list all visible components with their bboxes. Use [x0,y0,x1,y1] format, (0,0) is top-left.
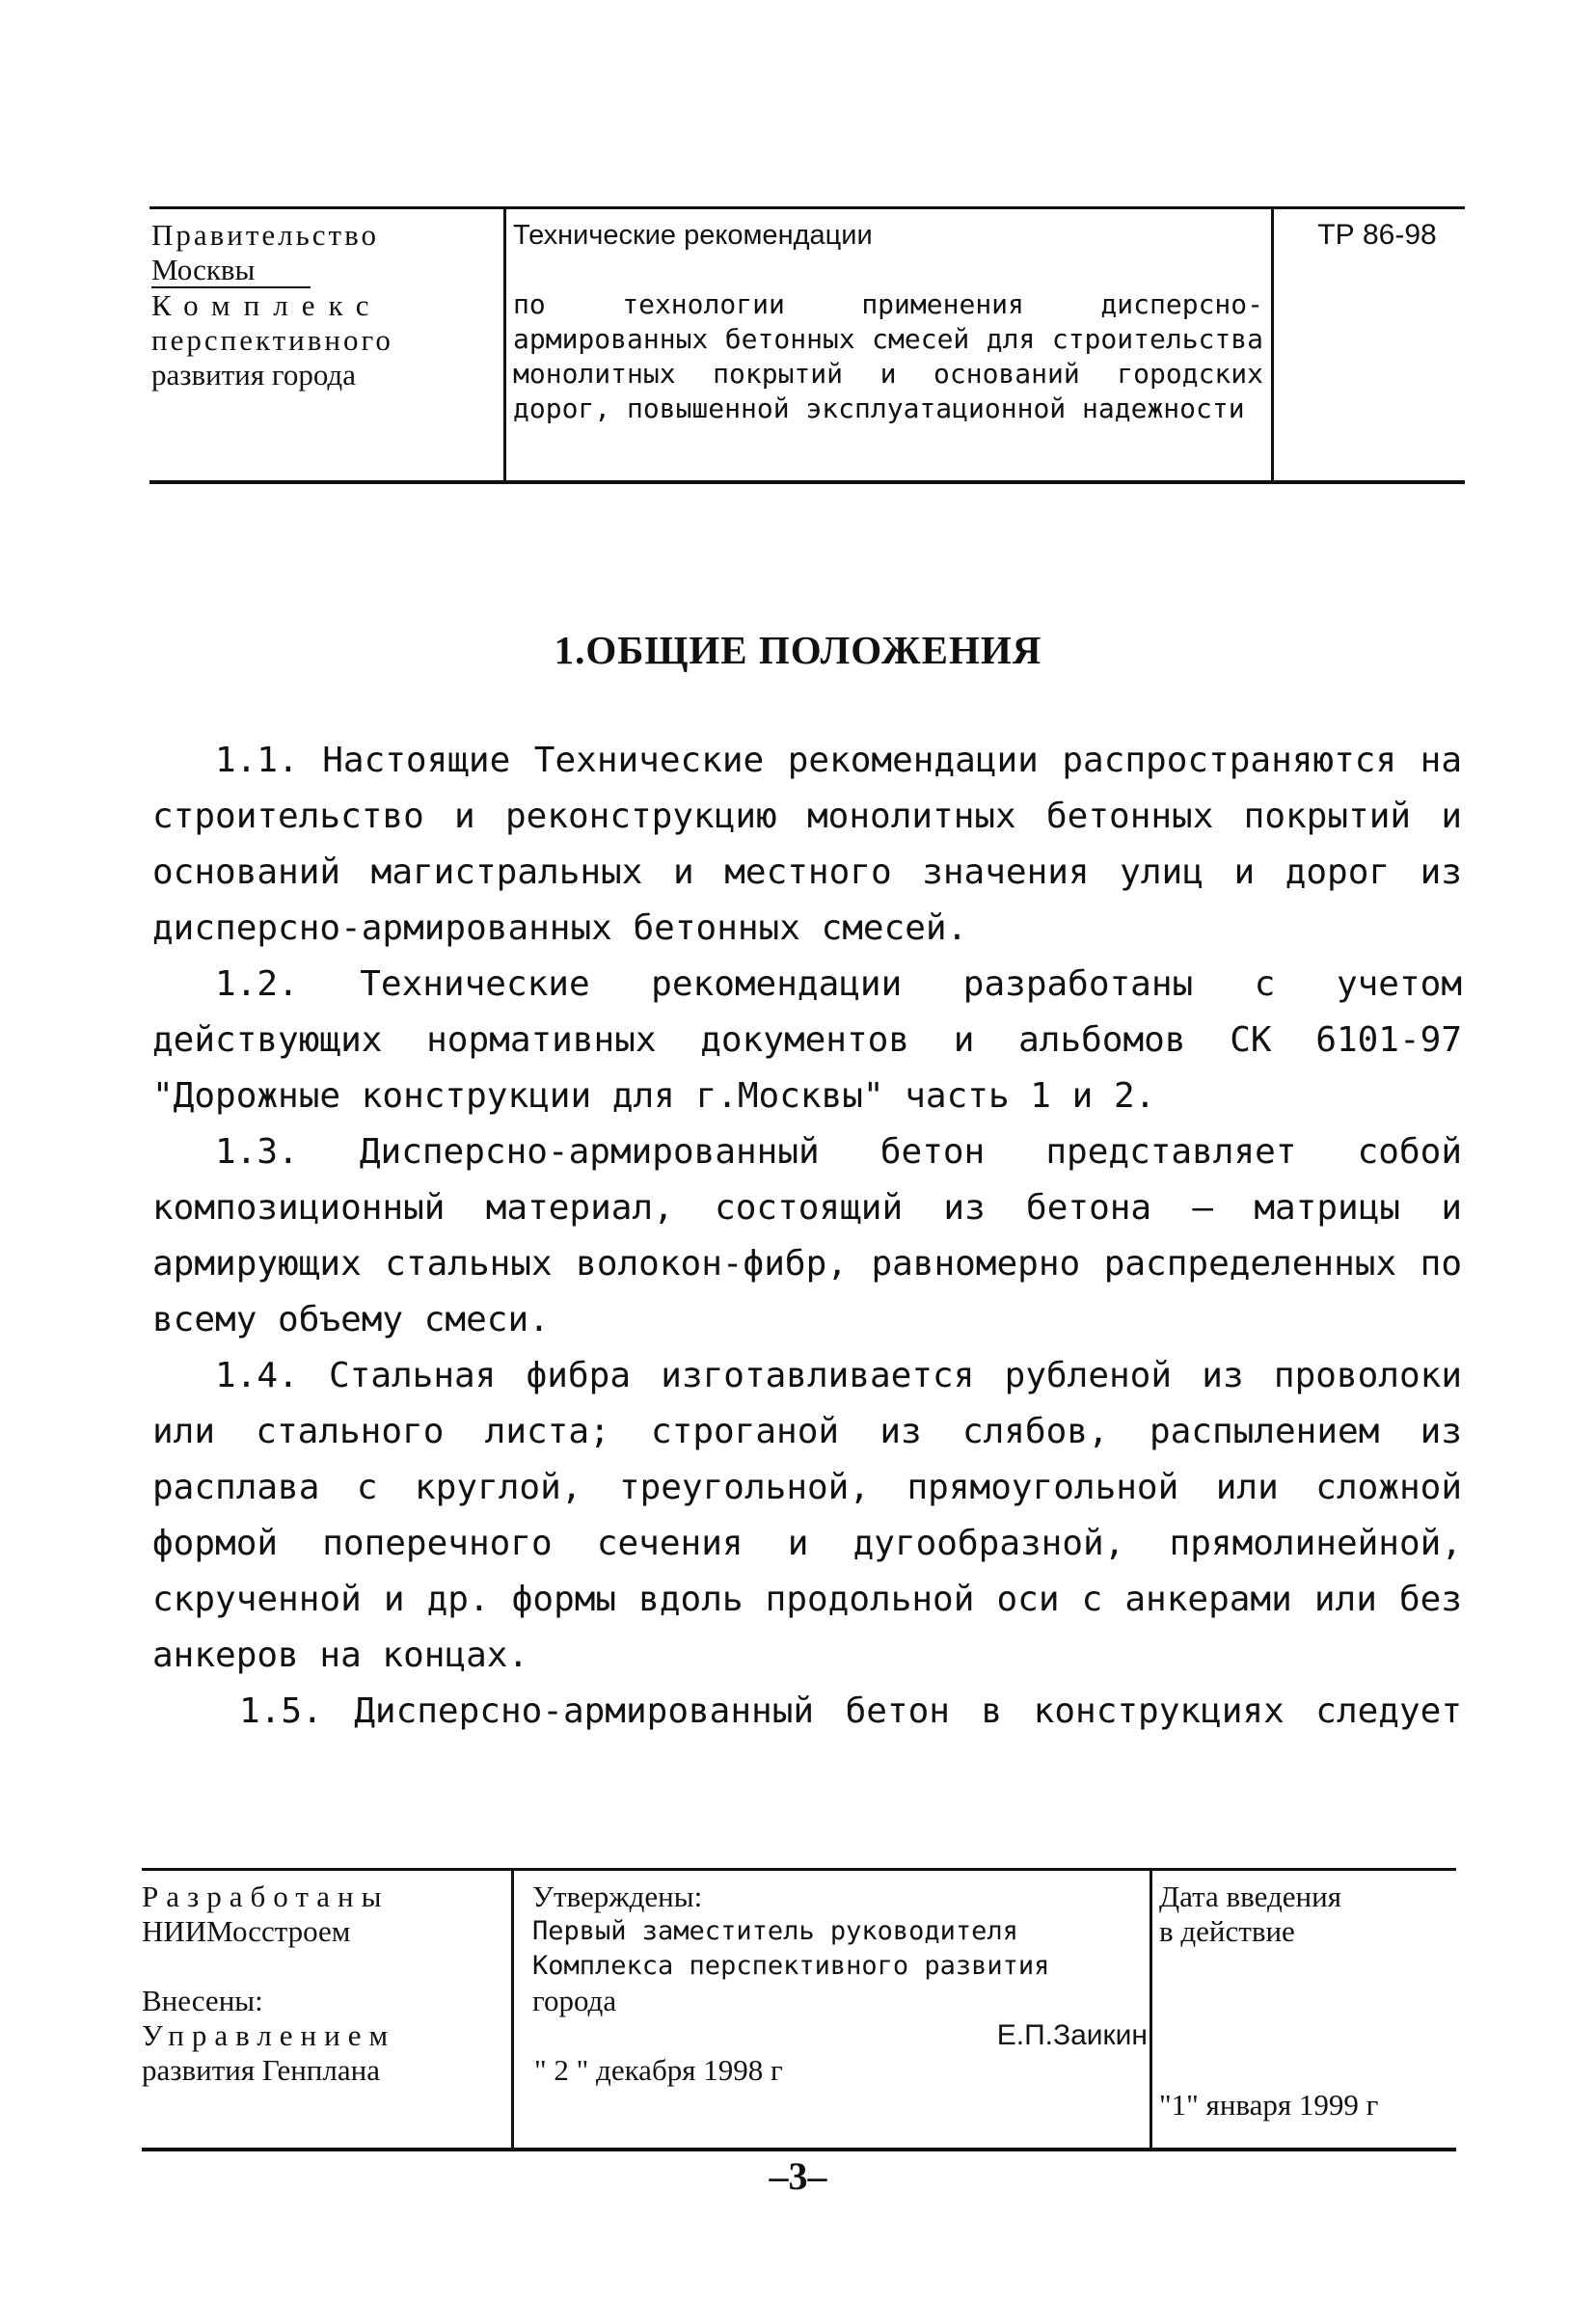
org-line-complex: Комплекс [151,288,383,322]
document-title-block [513,218,1263,426]
header-top-rule [149,206,1465,209]
header-divider-right [1271,209,1274,480]
issuing-organization [151,218,494,392]
header-bottom-rule [149,480,1465,484]
footer-top-rule [142,1868,1456,1871]
effective-label-line1: Дата введения [1159,1880,1341,1913]
org-line-government: Правительство [151,218,380,252]
org-line-perspective: перспективного [151,323,393,357]
paragraph-1-3: 1.3. Дисперсно-армированный бетон представляет собой композиционный материал, состоящий из бетона – матрицы и армирующих стальных волокон-фибр, равномерно распределенных по всему объему смеси. [152,1132,1462,1339]
org-line-city-development: развития города [151,358,356,392]
document-body [152,733,1462,1740]
section-title: 1.ОБЩИЕ ПОЛОЖЕНИЯ [554,628,1042,672]
approval-block [532,1880,1148,2088]
paragraph-1-5: 1.5. Дисперсно-армированный бетон в конструкциях следует [239,1691,1462,1731]
paragraph-1-2: 1.2. Технические рекомендации разработаны с учетом действующих нормативных документов и альбомов СК 6101-97 "Дорожные конструкции для г.Москвы" часть 1 и 2. [152,964,1462,1116]
paragraph-1-1: 1.1. Настоящие Технические рекомендации распространяются на строительство и реконструкцию монолитных бетонных покрытий и оснований магистральных и местного значения улиц и дорог из дисперсно-армированных бетонных смесей. [152,741,1462,948]
document-footer [142,1868,1456,2151]
footer-divider-right [1150,1871,1152,2148]
approver-line3: города [532,1984,617,2017]
paragraph-1-4: 1.4. Стальная фибра изготавливается рубленой из проволоки или стального листа; строганой из слябов, распылением из расплава с круглой, треугольной, прямоугольной или сложной формой поперечного сечения и дугообразной, прямолинейной, скрученной и др. формы вдоль продольной оси с анкерами или без анкеров на концах. [152,1356,1462,1675]
submitted-by-line1: Управлением [142,2018,396,2052]
developers-block [142,1880,503,2088]
document-subject: по технологии применения дисперсно-армированных бетонных смесей для строительства монолитных покрытий и оснований городских дорог, повышенной эксплуатационной надежности [513,288,1263,424]
page-number: –3– [769,2154,827,2198]
document-header [149,206,1465,484]
approver-line2: Комплекса перспективного развития [532,1951,1050,1981]
footer-bottom-rule [142,2148,1456,2151]
document-code: ТР 86-98 [1317,219,1437,251]
effective-label-line2: в действие [1159,1914,1295,1948]
developed-by: НИИМосстроем [142,1914,351,1948]
submitted-label: Внесены: [142,1984,263,2017]
approver-name: Е.П.Заикин [996,2019,1148,2051]
approved-label: Утверждены: [532,1880,703,1913]
document-type: Технические рекомендации [513,220,873,251]
developed-label: Разработаны [142,1880,390,1913]
header-divider-left [503,209,506,480]
effective-date-block [1159,1880,1456,2122]
org-line-moscow: Москвы [151,254,311,288]
approver-line1: Первый заместитель руководителя [532,1916,1018,1946]
footer-divider-left [511,1871,514,2148]
effective-date: "1" января 1999 г [1159,2088,1379,2122]
submitted-by-line2: развития Генплана [142,2053,380,2087]
approval-date: " 2 " декабря 1998 г [534,2053,783,2087]
